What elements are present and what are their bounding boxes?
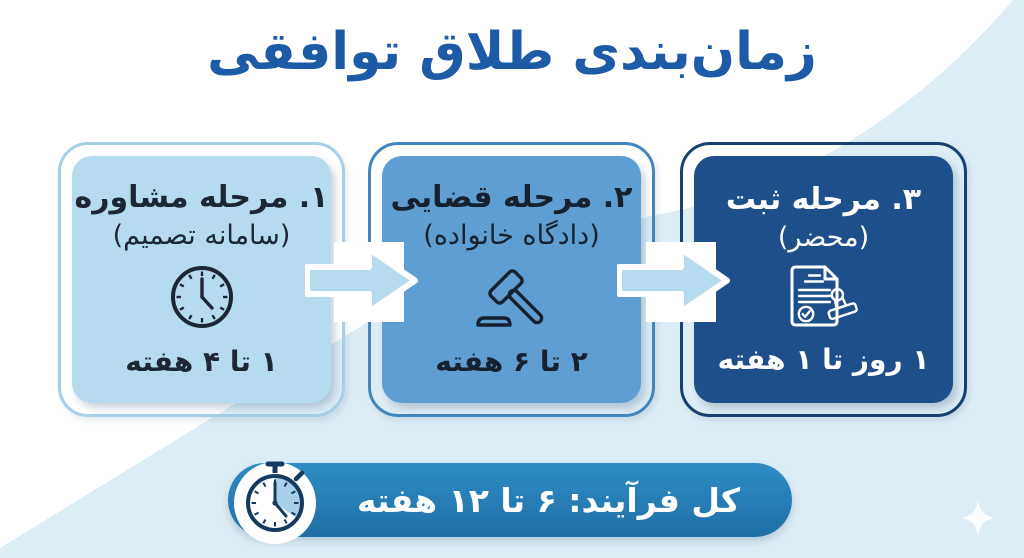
stage-2-body bbox=[382, 156, 641, 403]
clock-icon bbox=[166, 261, 238, 333]
sparkle-icon bbox=[962, 500, 994, 536]
stage-2-duration: ۲ تا ۶ هفته bbox=[435, 345, 588, 379]
flow-arrow-2 bbox=[617, 243, 732, 318]
stage-1-body bbox=[72, 156, 331, 403]
stage-2-subtitle: (دادگاه خانواده) bbox=[423, 220, 600, 252]
stage-3-body bbox=[694, 156, 953, 403]
stopwatch-icon bbox=[230, 456, 320, 546]
stage-1-subtitle: (سامانه تصمیم) bbox=[112, 220, 291, 252]
stage-3-subtitle: (محضر) bbox=[777, 222, 870, 254]
stage-1-title: ۱. مرحله مشاوره bbox=[74, 179, 329, 215]
stage-1-card bbox=[58, 142, 345, 417]
stage-3-duration: ۱ روز تا ۱ هفته bbox=[717, 343, 930, 377]
total-duration-pill bbox=[228, 463, 792, 537]
stage-1-duration: ۱ تا ۴ هفته bbox=[125, 345, 278, 379]
gavel-icon bbox=[464, 261, 560, 333]
flow-arrow-1 bbox=[305, 243, 420, 318]
page-title: زمان‌بندی طلاق توافقی bbox=[207, 22, 817, 82]
stage-3-title: ۳. مرحله ثبت bbox=[725, 181, 922, 217]
total-duration-text: کل فرآیند: ۶ تا ۱۲ هفته bbox=[356, 480, 741, 520]
stage-2-title: ۲. مرحله قضایی bbox=[390, 179, 633, 215]
document-stamp-icon bbox=[782, 263, 866, 331]
